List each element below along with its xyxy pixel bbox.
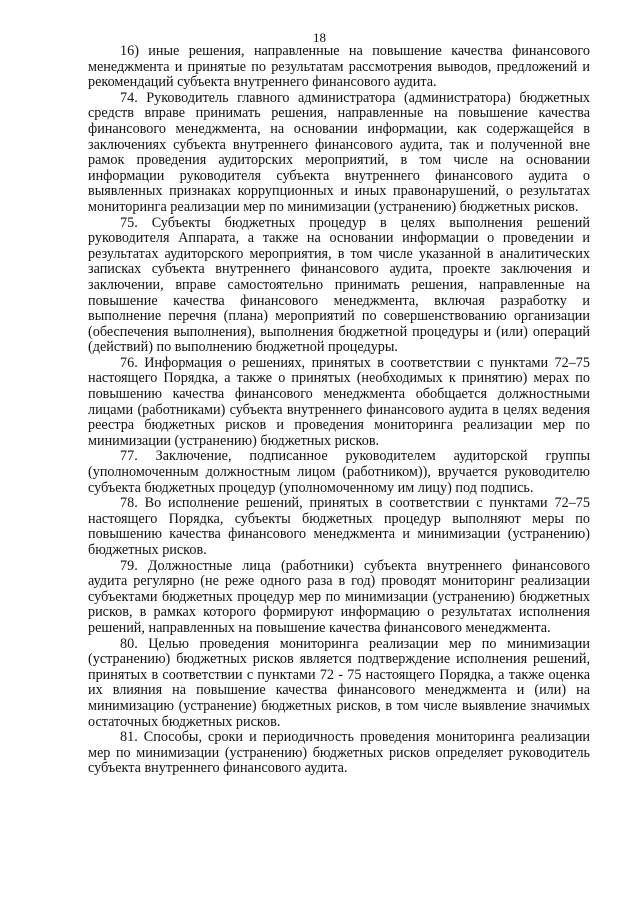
paragraph-77: 77. Заключение, подписанное руководителем аудиторской группы (уполномоченным должностным лицом (работником)), вручается руководителю субъекта бюджетных процедур (уполномоченному им лицу) под подпись.	[88, 448, 590, 496]
paragraph-76: 76. Информация о решениях, принятых в соответствии с пунктами 72–75 настоящего Порядка, а также о принятых (необходимых к принятию) мерах по повышению качества финансового менеджмента обобщается должностными лицами (работниками) субъекта внутреннего финансового аудита в целях ведения реестра бюджетных рисков и проведения мониторинга реализации мер по минимизации (устранению) бюджетных рисков.	[88, 354, 590, 449]
paragraph-80: 80. Целью проведения мониторинга реализации мер по минимизации (устранению) бюджетных рисков является подтверждение исполнения решений, принятых в соответствии с пунктами 72 - 75 настоящего Порядка, а также оценка их влияния на повышение качества финансового менеджмента и (или) на минимизацию (устранение) бюджетных рисков, в том числе выявление значимых остаточных бюджетных рисков.	[88, 635, 590, 730]
paragraph-item-16: 16) иные решения, направленные на повышение качества финансового менеджмента и принятые по результатам рассмотрения выводов, предложений и рекомендаций субъекта внутреннего финансового аудита.	[88, 43, 590, 91]
paragraph-81: 81. Способы, сроки и периодичность проведения мониторинга реализации мер по минимизации (устранению) бюджетных рисков определяет руководитель субъекта внутреннего финансового аудита.	[88, 729, 590, 777]
paragraph-74: 74. Руководитель главного администратора (администратора) бюджетных средств вправе принимать решения, направленные на повышение качества финансового менеджмента, на основании информации, как содержащейся в заключениях субъекта внутреннего финансового аудита, так и полученной вне рамок проведения аудиторских мероприятий, в том числе на основании информации руководителя субъекта внутреннего финансового аудита о выявленных признаках коррупционных и иных правонарушений, о результатах мониторинга реализации мер по минимизации (устранению) бюджетных рисков.	[88, 89, 590, 215]
document-body	[88, 44, 590, 777]
paragraph-78: 78. Во исполнение решений, принятых в соответствии с пунктами 72–75 настоящего Порядка, субъекты бюджетных процедур выполняют меры по повышению качества финансового менеджмента и минимизации (устранению) бюджетных рисков.	[88, 495, 590, 558]
paragraph-79: 79. Должностные лица (работники) субъекта внутреннего финансового аудита регулярно (не реже одного раза в год) проводят мониторинг реализации субъектами бюджетных процедур мер по минимизации (устранению) бюджетных рисков, в рамках которого формируют информацию о результатах исполнения решений, направленных на повышение качества финансового менеджмента.	[88, 557, 590, 636]
paragraph-75: 75. Субъекты бюджетных процедур в целях выполнения решений руководителя Аппарата, а также на основании информации о проведении и результатах аудиторского мероприятия, в том числе указанной в аналитических записках субъекта внутреннего финансового аудита, проекте заключения и заключении, вправе самостоятельно принимать решения, направленные на повышение качества финансового менеджмента, включая разработку и выполнение перечня (плана) мероприятий по совершенствованию организации (обеспечения выполнения), выполнения бюджетной процедуры и (или) операций (действий) по выполнению бюджетной процедуры.	[88, 214, 590, 356]
page-number: 18	[313, 30, 326, 45]
